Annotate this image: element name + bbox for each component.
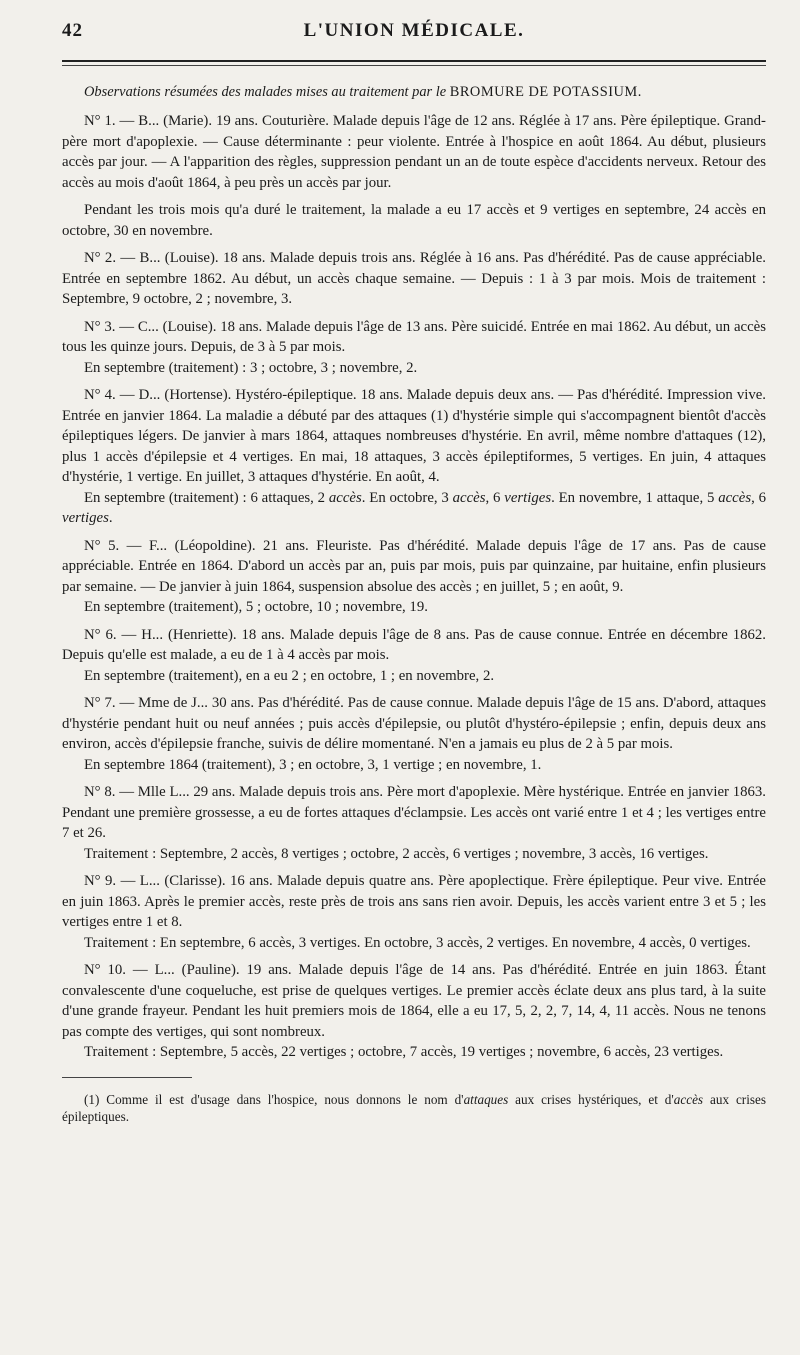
obs4-acces-3: accès (718, 489, 752, 506)
observation-6-treatment: En septembre (traitement), en a eu 2 ; en octobre, 1 ; en novembre, 2. (84, 667, 495, 684)
footnote-text-a: (1) Comme il est d'usage dans l'hospice, nous donnons le nom d' (84, 1091, 464, 1107)
page-number: 42 (62, 20, 83, 41)
obs4-vertiges-2: vertiges (62, 510, 109, 526)
observation-10: N° 10. — L... (Pauline). 19 ans. Malade depuis l'âge de 14 ans. Pas d'hérédité. Entrée en juin 1863. Étant convalescente d'une coqueluche, est prise de quelques vertiges. Le premier accès éclate deux ans plus tard, à la suite d'une grande frayeur. Pendant les huit premiers mois de 1864, elle a eu 17, 5, 2, 2, 7, 14, 4, 11 accès. Nous ne tenons pas compte des vertiges, qui sont nombreux. (62, 962, 766, 1040)
observation-2: N° 2. — B... (Louise). 18 ans. Malade depuis trois ans. Réglée à 16 ans. Pas d'hérédité. Pas de cause appréciable. Entrée en septembre 1862. Au début, un accès chaque semaine. — Depuis : 1 à 3 par mois. Mois de traitement : Septembre, 9 octobre, 2 ; novembre, 3. (62, 250, 766, 307)
obs4-text-e: , 6 (751, 489, 767, 506)
header-rule (62, 60, 766, 62)
footnote-text-b: aux crises hystériques, et d' (508, 1091, 674, 1107)
observation-8-treatment: Traitement : Septembre, 2 accès, 8 vertiges ; octobre, 2 accès, 6 vertiges ; novembre, 3 accès, 16 vertiges. (84, 845, 709, 862)
observation-7: N° 7. — Mme de J... 30 ans. Pas d'hérédité. Pas de cause connue. Malade depuis l'âge de 15 ans. D'abord, attaques d'hystérie pendant huit ou neuf années ; puis accès d'épilepsie, ou plutôt d'hystéro-épilepsie ; enfin, depuis deux ans environ, accès d'épilepsie franche, suivis de délire momentané. N'en a jamais eu plus de 2 à 5 par mois. (62, 695, 766, 752)
page-header (62, 18, 766, 46)
obs4-text-a: En septembre (traitement) : 6 attaques, 2 (84, 489, 329, 506)
observation-10-treatment: Traitement : Septembre, 5 accès, 22 vertiges ; octobre, 7 accès, 19 vertiges ; novembre, 6 accès, 23 vertiges. (84, 1044, 724, 1060)
observation-4: N° 4. — D... (Hortense). Hystéro-épileptique. 18 ans. Malade depuis deux ans. — Pas d'hérédité. Impression vive. Entrée en janvier 1864. La maladie a débuté par des attaques (1) d'hystérie simple qui s'accompagnent bientôt d'accès épileptiques légers. De janvier à mars 1864, attaques nombreuses d'hystérie. En avril, même nombre d'attaques (12), plus 1 accès d'épilepsie et 4 vertiges. En mai, 18 attaques, 3 accès épileptiformes, 5 vertiges. En juin, 4 attaques d'hystérie, 1 vertige. En juillet, 3 attaques d'hystérie. En août, 4. (62, 387, 766, 485)
obs4-text-b: . En octobre, 3 (361, 489, 453, 506)
footnote-text-c: aux crises épileptiques. (62, 1091, 766, 1124)
observation-9-treatment: Traitement : En septembre, 6 accès, 3 vertiges. En octobre, 3 accès, 2 vertiges. En novembre, 4 accès, 0 vertiges. (84, 934, 751, 951)
observation-8: N° 8. — Mlle L... 29 ans. Malade depuis trois ans. Père mort d'apoplexie. Mère hystérique. Entrée en janvier 1863. Pendant une première grossesse, a eu de fortes attaques d'éclampsie. Les accès ont varié entre 1 et 4 ; les vertiges entre 7 et 26. (62, 784, 766, 841)
footnote-rule (62, 1077, 192, 1078)
obs4-vertiges-1: vertiges (504, 489, 552, 506)
obs4-text-d: . En novembre, 1 attaque, 5 (551, 489, 719, 506)
observation-1: N° 1. — B... (Marie). 19 ans. Couturière. Malade depuis l'âge de 12 ans. Réglée à 17 ans. Père épileptique. Grand-père mort d'apoplexie. — Cause déterminante : peur violente. Entrée à l'hospice en août 1864. Au début, plusieurs accès par jour. — A l'apparition des règles, suppression pendant un an de toute espèce d'accidents nerveux. Retour des accès au mois d'août 1864, à peu près un accès par jour. (62, 113, 766, 191)
section-title-text: Observations résumées des malades mises au traitement par le (84, 84, 447, 100)
header-rule-thin (62, 65, 766, 66)
obs4-text-c: , 6 (485, 489, 505, 506)
observation-6: N° 6. — H... (Henriette). 18 ans. Malade depuis l'âge de 8 ans. Pas de cause connue. Entrée en décembre 1862. Depuis qu'elle est malade, a eu de 1 à 4 accès par mois. (62, 626, 766, 663)
observation-5: N° 5. — F... (Léopoldine). 21 ans. Fleuriste. Pas d'hérédité. Malade depuis l'âge de 17 ans. Pas de cause appréciable. Entrée en 1864. D'abord un accès par an, puis par mois, puis par quinzaine, par huitaine, enfin plusieurs par semaine. — De janvier à juin 1864, suspension absolue des accès ; en juillet, 5 ; en août, 9. (62, 537, 766, 595)
observation-4-treatment (62, 488, 766, 529)
obs4-text-f: . (108, 510, 113, 526)
running-title: L'UNION MÉDICALE. (303, 20, 525, 41)
observation-3: N° 3. — C... (Louise). 18 ans. Malade depuis l'âge de 13 ans. Père suicidé. Entrée en mai 1862. Au début, un accès tous les quinze jours. Depuis, de 3 à 5 par mois. (62, 318, 766, 355)
section-title-drug: BROMURE DE POTASSIUM. (449, 84, 642, 100)
observation-9: N° 9. — L... (Clarisse). 16 ans. Malade depuis quatre ans. Père apoplectique. Frère épileptique. Peur vive. Entrée en juin 1863. Après le premier accès, reste près de trois ans sans rien avoir. Depuis, les accès varient entre 3 et 5 ; les vertiges entre 1 et 8. (62, 873, 766, 930)
footnote (62, 1091, 766, 1125)
observation-3-treatment: En septembre (traitement) : 3 ; octobre, 3 ; novembre, 2. (84, 359, 418, 376)
observation-5-treatment: En septembre (traitement), 5 ; octobre, 10 ; novembre, 19. (84, 599, 428, 615)
section-title (84, 84, 766, 101)
obs4-acces-1: accès (328, 489, 362, 506)
footnote-acces: accès (673, 1091, 704, 1107)
obs4-acces-2: accès (452, 489, 486, 506)
observation-1-treatment: Pendant les trois mois qu'a duré le traitement, la malade a eu 17 accès et 9 vertiges en septembre, 24 accès en octobre, 30 en novembre. (62, 202, 766, 239)
footnote-attaques: attaques (463, 1091, 509, 1107)
observation-7-treatment: En septembre 1864 (traitement), 3 ; en octobre, 3, 1 vertige ; en novembre, 1. (84, 756, 542, 773)
